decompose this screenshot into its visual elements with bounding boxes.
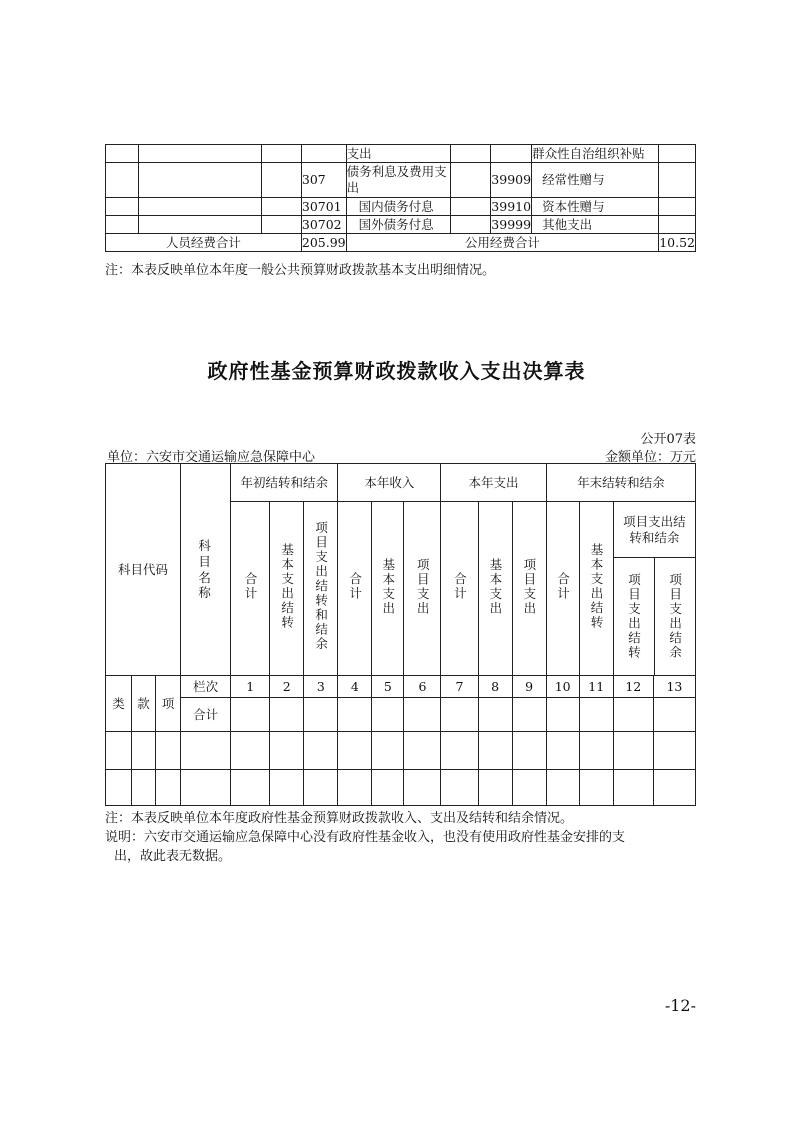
table-cell xyxy=(451,145,491,163)
table-cell: 国外债务付息 xyxy=(346,216,451,234)
fund-table-note: 注：本表反映单位本年度政府性基金预算财政拨款收入、支出及结转和结余情况。 xyxy=(105,811,574,826)
top-table-note: 注：本表反映单位本年度一般公共预算财政拨款基本支出明细情况。 xyxy=(105,263,496,278)
header-row xyxy=(106,464,696,502)
table-row xyxy=(106,216,696,234)
personnel-total-value: 205.99 xyxy=(301,234,346,250)
table-row xyxy=(106,732,696,770)
table-cell: 债务利息及费用支出 xyxy=(346,163,451,198)
fund-table-explanation-line1: 说明：六安市交通运输应急保障中心没有政府性基金收入，也没有使用政府性基金安排的支 xyxy=(105,830,626,845)
table-cell: 资本性赠与 xyxy=(532,198,659,216)
table-cell: 其他支出 xyxy=(532,216,659,234)
fund-table-explanation-line2: 出，故此表无数据。 xyxy=(114,849,232,864)
lei-header: 类 xyxy=(106,676,132,732)
basic-expense-detail-table xyxy=(105,144,696,252)
table-cell: 307 xyxy=(301,163,346,198)
table-cell: 39909 xyxy=(491,163,532,198)
table-cell xyxy=(301,145,346,163)
income-header: 本年收入 xyxy=(338,464,441,502)
table-cell: 国内债务付息 xyxy=(346,198,451,216)
end-carry-header: 年末结转和结余 xyxy=(546,464,695,502)
table-cell xyxy=(659,163,696,198)
table-cell xyxy=(659,198,696,216)
government-fund-table xyxy=(105,463,696,806)
sum-row-label: 合计 xyxy=(181,698,231,732)
personnel-total-label: 人员经费合计 xyxy=(106,234,302,252)
totals-row xyxy=(106,234,696,252)
kuan-header: 款 xyxy=(132,676,156,732)
table-cell: 39910 xyxy=(491,198,532,214)
column-index-row: 类 款 项 栏次 1 2 3 4 5 6 7 8 9 10 11 12 13 xyxy=(106,676,696,698)
page-title: 政府性基金预算财政拨款收入支出决算表 xyxy=(207,359,586,383)
column-index-label: 栏次 xyxy=(181,676,231,698)
subheader-row: 合计 基本支出结转 项目支出结转和结余 合计 基本支出 项目支出 合计 基本支出 项目支出 合计 基本支出结转 项目支出结转和结余 项目支出结转 项目支出结余 xyxy=(106,502,696,676)
table-cell: 支出 xyxy=(346,145,451,163)
table-cell xyxy=(451,198,491,216)
public-total-label: 公用经费合计 xyxy=(346,234,659,252)
subject-name-header: 科目名称 xyxy=(181,464,231,676)
table-cell xyxy=(261,163,301,198)
public-total-value: 10.52 xyxy=(659,234,695,250)
table-code: 公开07表 xyxy=(640,432,696,447)
table-cell: 群众性自治组织补贴 xyxy=(532,145,659,163)
table-cell: 30702 xyxy=(301,216,346,234)
table-row xyxy=(106,770,696,806)
subject-code-header: 科目代码 xyxy=(106,464,181,676)
table-cell xyxy=(261,145,301,163)
expense-header: 本年支出 xyxy=(441,464,546,502)
table-cell xyxy=(451,216,491,234)
table-cell: 经常性赠与 xyxy=(532,163,659,198)
xiang-header: 项 xyxy=(156,676,181,732)
table-cell xyxy=(261,216,301,234)
unit-label: 单位：六安市交通运输应急保障中心 xyxy=(107,450,316,465)
table-cell xyxy=(261,198,301,216)
table-cell: 30701 xyxy=(301,198,346,216)
table-row xyxy=(106,163,696,198)
page-number: -12- xyxy=(664,996,696,1015)
table-cell xyxy=(451,163,491,198)
sum-row xyxy=(106,698,696,732)
table-cell xyxy=(659,216,696,234)
money-unit-label: 金额单位：万元 xyxy=(604,450,696,465)
table-row xyxy=(106,145,696,163)
table-row xyxy=(106,198,696,216)
table-cell: 39999 xyxy=(491,216,532,232)
table-cell xyxy=(491,145,532,163)
begin-carry-header: 年初结转和结余 xyxy=(231,464,338,502)
table-cell xyxy=(659,145,696,163)
